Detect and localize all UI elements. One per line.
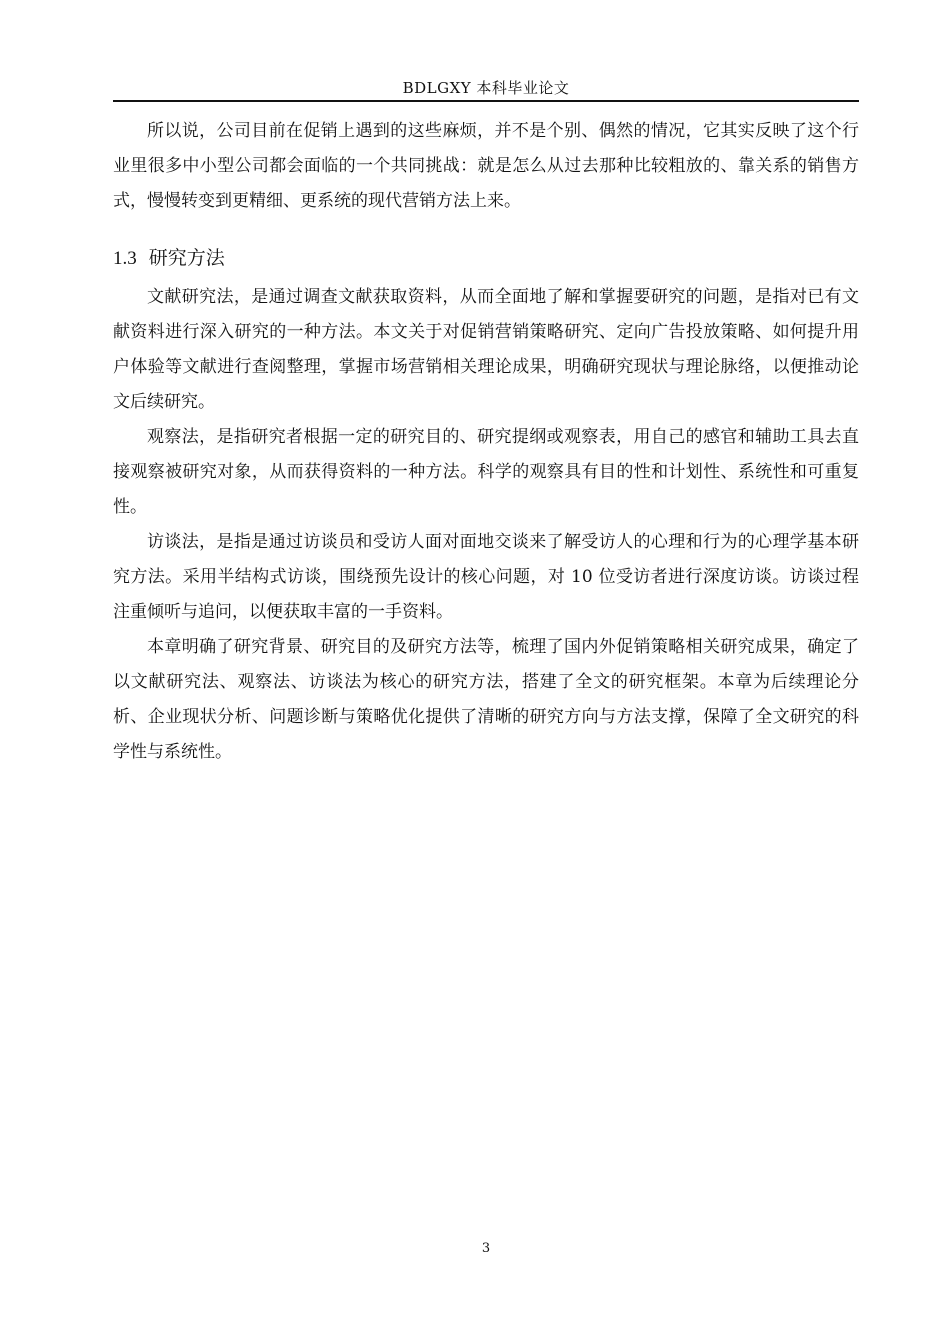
running-header: BDLGXY 本科毕业论文 [402,79,570,97]
intro-paragraph: 所以说，公司目前在促销上遇到的这些麻烦，并不是个别、偶然的情况，它其实反映了这个行业里很多中小型公司都会面临的一个共同挑战：就是怎么从过去那种比较粗放的、靠关系的销售方式，慢慢转变到更精细、更系统的现代营销方法上来。 [113,121,859,211]
paragraph-observation-method: 观察法，是指研究者根据一定的研究目的、研究提纲或观察表，用自己的感官和辅助工具去直接观察被研究对象，从而获得资料的一种方法。科学的观察具有目的性和计划性、系统性和可重复性。 [113,427,859,517]
section-title: 研究方法 [148,247,225,269]
paragraph-literature-method: 文献研究法，是通过调查文献获取资料，从而全面地了解和掌握要研究的问题，是指对已有文献资料进行深入研究的一种方法。本文关于对促销营销策略研究、定向广告投放策略、如何提升用户体验等文献进行查阅整理，掌握市场营销相关理论成果，明确研究现状与理论脉络，以便推动论文后续研究。 [113,287,859,412]
header-rule [113,100,859,102]
paragraph-interview-method: 访谈法，是指是通过访谈员和受访人面对面地交谈来了解受访人的心理和行为的心理学基本研究方法。采用半结构式访谈，围绕预先设计的核心问题，对 10 位受访者进行深度访谈。访谈过程注重倾听与追问，以便获取丰富的一手资料。 [113,532,859,622]
page-body [113,114,859,770]
section-heading [113,243,859,274]
paragraph-chapter-summary: 本章明确了研究背景、研究目的及研究方法等，梳理了国内外促销策略相关研究成果，确定了以文献研究法、观察法、访谈法为核心的研究方法，搭建了全文的研究框架。本章为后续理论分析、企业现状分析、问题诊断与策略优化提供了清晰的研究方向与方法支撑，保障了全文研究的科学性与系统性。 [113,637,859,762]
page-number: 3 [481,1241,491,1256]
section-number: 1.3 [113,248,137,269]
